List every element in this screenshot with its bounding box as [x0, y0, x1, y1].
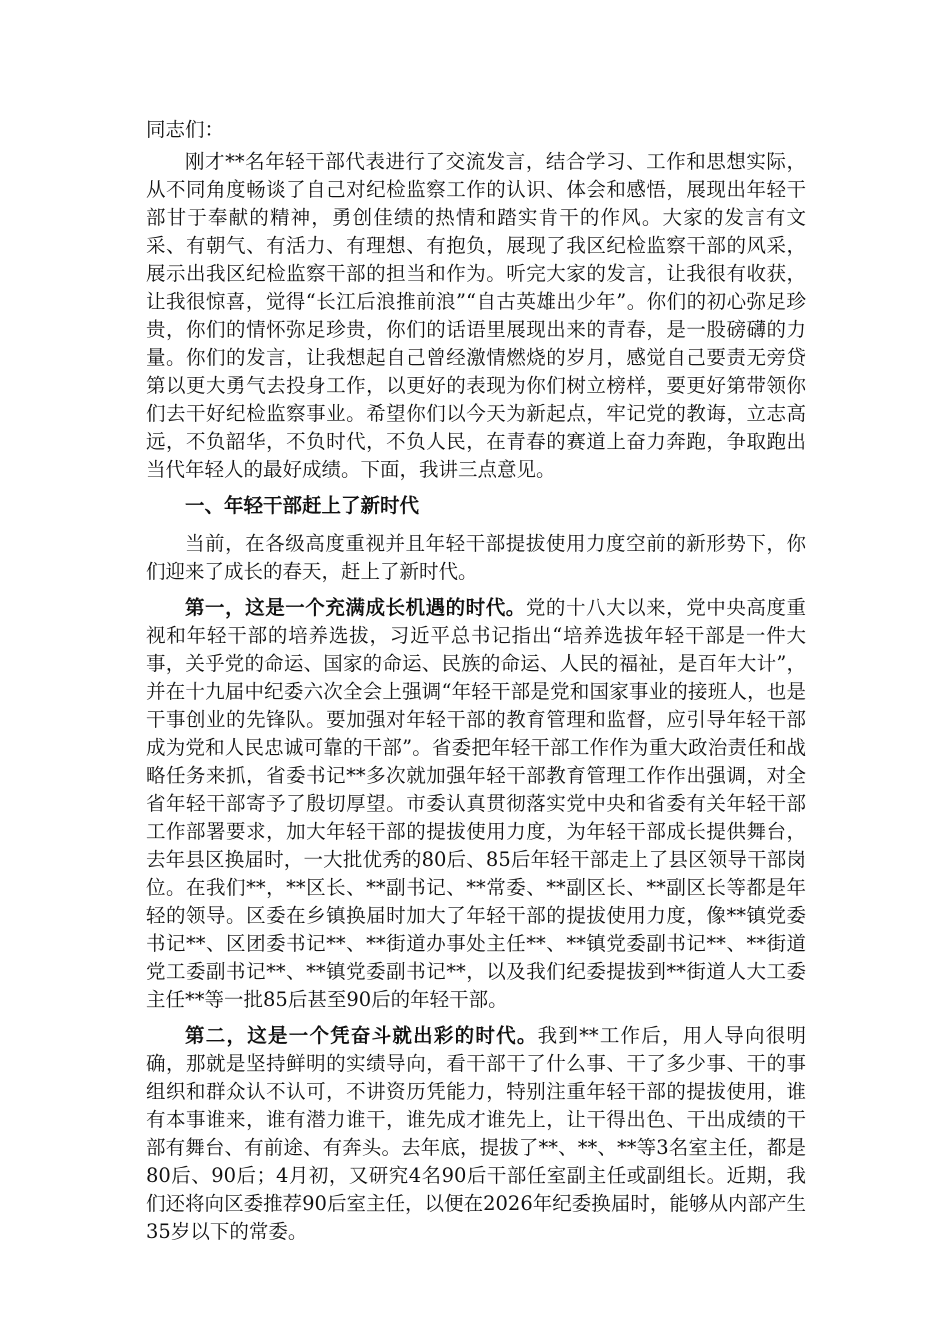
section-1-intro-paragraph: 当前，在各级高度重视并且年轻干部提拔使用力度空前的新形势下，你们迎来了成长的春天，赶上了新时代。 [146, 532, 806, 583]
point-2-text: 我到**工作后，用人导向很明确，那就是坚持鲜明的实绩导向，看干部干了什么事、干了多少事、干的事组织和群众认不认可，不讲资历凭能力，特别注重年轻干部的提拔使用，谁有本事谁来，谁有潜力谁干，谁先成才谁先上，让干得出色、干出成绩的干部有舞台、有前途、有奔头。去年底，提拔了**、**、**等3名室主任，都是80后、90后；4月初，又研究4名90后干部任室副主任或副组长。近期，我们还将向区委推荐90后室主任，以便在2026年纪委换届时，能够从内部产生35岁以下的常委。 [146, 1024, 806, 1243]
point-2-paragraph [146, 1022, 806, 1246]
point-1-lead: 第一，这是一个充满成长机遇的时代。 [185, 596, 526, 619]
salutation: 同志们： [146, 118, 225, 141]
point-1-text: 党的十八大以来，党中央高度重视和年轻干部的培养选拔，习近平总书记指出“培养选拔年轻干部是一件大事，关乎党的命运、国家的命运、民族的命运、人民的福祉，是百年大计”，并在十九届中纪委六次全会上强调“年轻干部是党和国家事业的接班人，也是干事创业的先锋队。要加强对年轻干部的教育管理和监督，应引导年轻干部成为党和人民忠诚可靠的干部”。省委把年轻干部工作作为重大政治责任和战略任务来抓，省委书记**多次就加强年轻干部教育管理工作作出强调，对全省年轻干部寄予了殷切厚望。市委认真贯彻落实党中央和省委有关年轻干部工作部署要求，加大年轻干部的提拔使用力度，为年轻干部成长提供舞台，去年县区换届时，一大批优秀的80后、85后年轻干部走上了县区领导干部岗位。在我们**，**区长、**副书记、**常委、**副区长、**副区长等都是年轻的领导。区委在乡镇换届时加大了年轻干部的提拔使用力度，像**镇党委书记**、区团委书记**、**街道办事处主任**、**镇党委副书记**、**街道党工委副书记**、**镇党委副书记**，以及我们纪委提拔到**街道人大工委主任**等一批85后甚至90后的年轻干部。 [146, 596, 806, 1011]
section-heading-1: 一、年轻干部赶上了新时代 [185, 494, 420, 517]
point-1-paragraph [146, 594, 806, 1014]
intro-paragraph: 刚才**名年轻干部代表进行了交流发言，结合学习、工作和思想实际，从不同角度畅谈了自己对纪检监察工作的认识、体会和感悟，展现出年轻干部甘于奉献的精神，勇创佳绩的热情和踏实肯干的作风。大家的发言有文采、有朝气、有活力、有理想、有抱负，展现了我区纪检监察干部的风采，展示出我区纪检监察干部的担当和作为。听完大家的发言，让我很有收获，让我很惊喜，觉得“长江后浪推前浪”“自古英雄出少年”。你们的初心弥足珍贵，你们的情怀弥足珍贵，你们的话语里展现出来的青春，是一股磅礴的力量。你们的发言，让我想起自己曾经激情燃烧的岁月，感觉自己要责无旁贷第以更大勇气去投身工作，以更好的表现为你们树立榜样，要更好第带领你们去干好纪检监察事业。希望你们以今天为新起点，牢记党的教诲，立志高远，不负韶华，不负时代，不负人民，在青春的赛道上奋力奔跑，争取跑出当代年轻人的最好成绩。下面，我讲三点意见。 [146, 150, 806, 481]
point-2-lead: 第二，这是一个凭奋斗就出彩的时代。 [185, 1024, 538, 1047]
document-page [146, 116, 806, 1254]
